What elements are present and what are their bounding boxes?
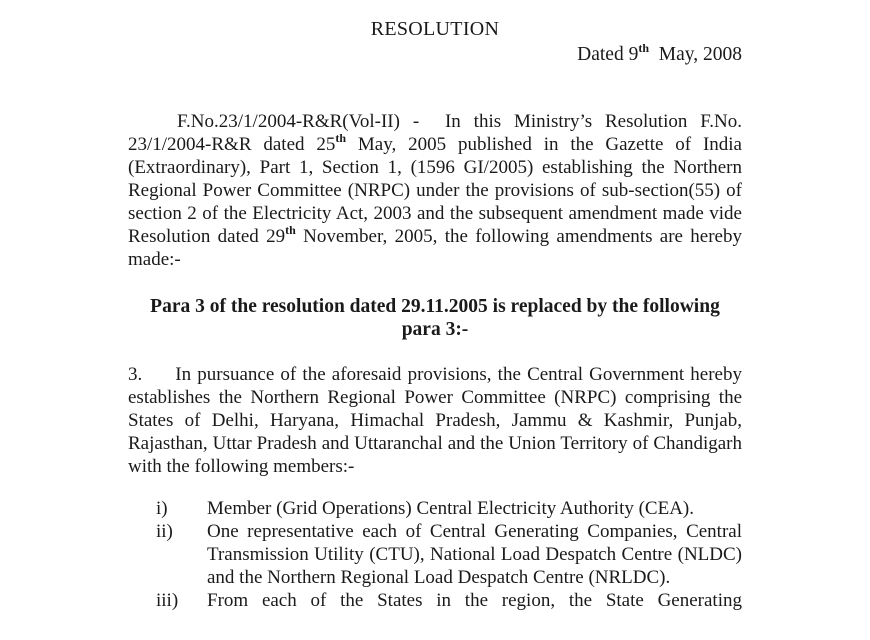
replacement-heading-line1: Para 3 of the resolution dated 29.11.2005 is replaced by the following (150, 296, 720, 317)
date-line (128, 40, 742, 66)
member-item-i (156, 497, 742, 520)
ordinal-superscript-25th: th (335, 130, 347, 145)
members-list (128, 497, 742, 612)
opening-segment-3: November, 2005, the following amendments are hereby made:- (128, 226, 742, 270)
page-title: RESOLUTION (370, 18, 500, 40)
member-item-ii (156, 520, 742, 589)
date-text: Dated 9 (577, 44, 639, 65)
member-marker: i) (156, 498, 168, 519)
paragraph-3-number: 3. (128, 364, 143, 385)
replacement-heading-line2: para 3:- (401, 319, 469, 340)
member-marker: ii) (156, 521, 173, 542)
ordinal-superscript-29th: th (285, 222, 296, 237)
opening-segment-2: May, 2005 published in the Gazette of India (Extraordinary), Part 1, Section 1, (1596 GI/2005) establishing the Northern Regional Power Committee (NRPC) under the provisions of sub-section(55) of section 2 of the Electricity Act, 2003 and the subsequent amendment made vide Resolution dated 29 (128, 134, 742, 247)
date-text-rest: May, 2008 (649, 44, 742, 65)
member-text: Member (Grid Operations) Central Electricity Authority (CEA). (207, 498, 695, 519)
document-body (128, 0, 742, 612)
paragraph-3-text: In pursuance of the aforesaid provisions, the Central Government hereby establishes the Northern Regional Power Committee (NRPC) comprising the States of Delhi, Haryana, Himachal Pradesh, Jammu & Kashmir, Punjab, Rajasthan, Uttar Pradesh and Uttaranchal and the Union Territory of Chandigarh with the following members:- (128, 364, 742, 477)
date-ordinal-superscript: th (638, 40, 650, 55)
member-item-iii (156, 589, 742, 612)
member-text: From each of the States in the region, the State Generating (207, 590, 742, 611)
replacement-heading (128, 295, 742, 341)
opening-segment-1: F.No.23/1/2004-R&R(Vol-II) - In this Ministry’s Resolution F.No. 23/1/2004-R&R dated 25 (128, 111, 742, 155)
opening-paragraph (128, 110, 742, 271)
member-marker: iii) (156, 590, 179, 611)
paragraph-3 (128, 363, 742, 478)
member-text: One representative each of Central Generating Companies, Central Transmission Utility (CTU), National Load Despatch Centre (NLDC) and the Northern Regional Load Despatch Centre (NRLDC). (207, 521, 742, 588)
